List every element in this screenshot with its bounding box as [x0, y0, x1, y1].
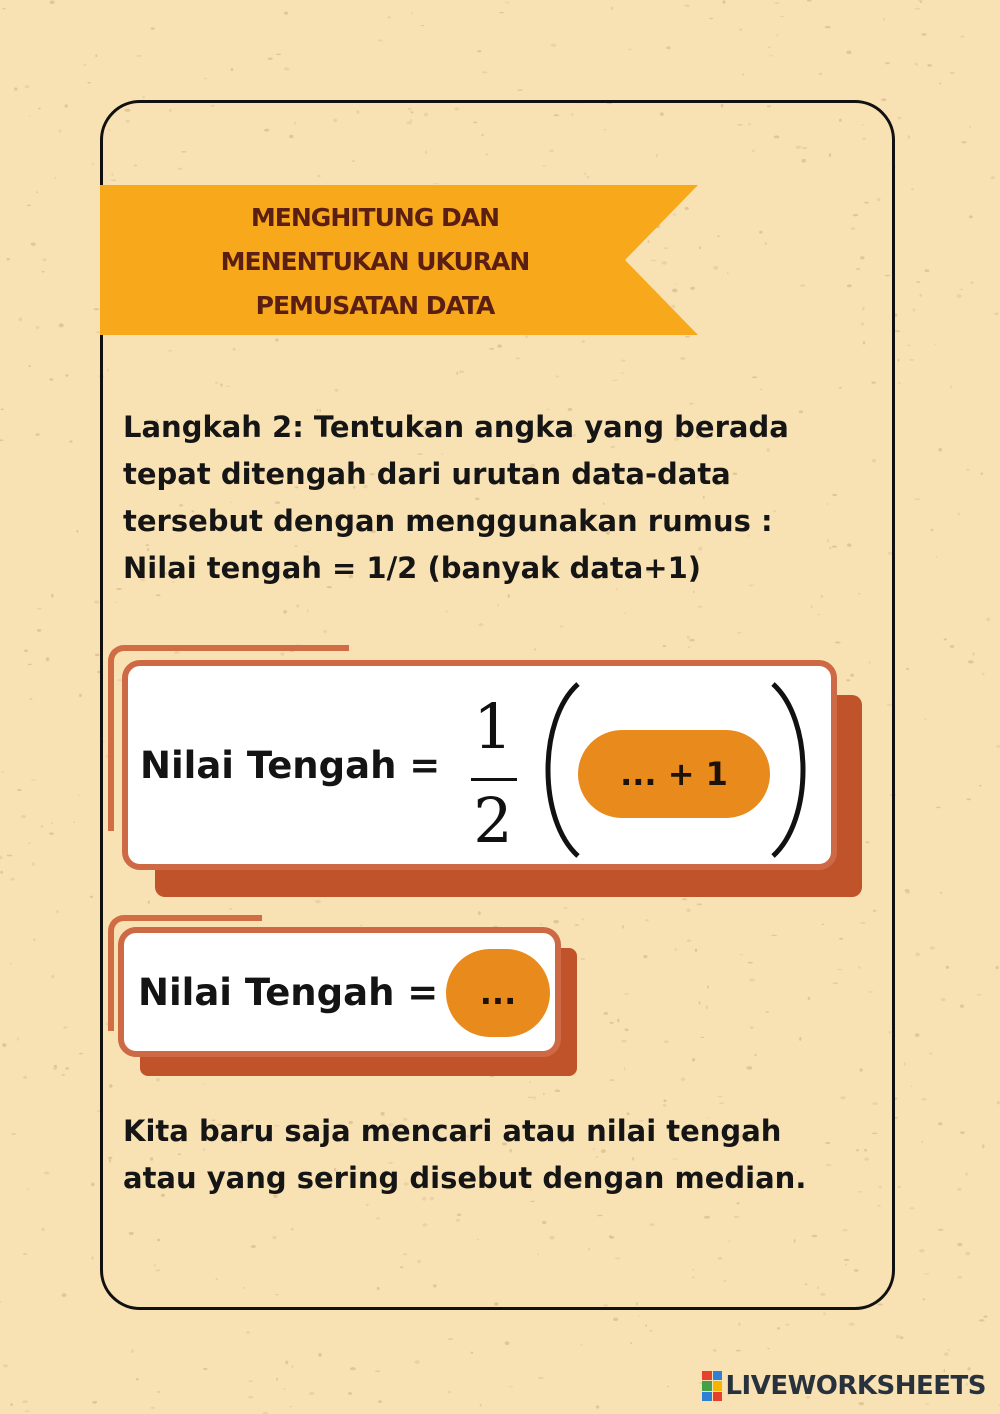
speckle-dot: [285, 1361, 288, 1365]
speckle-dot: [41, 1228, 44, 1232]
speckle-dot: [904, 1062, 906, 1066]
speckle-dot: [905, 891, 910, 894]
speckle-dot: [996, 966, 999, 970]
speckle-dot: [203, 1368, 207, 1370]
speckle-dot: [906, 668, 909, 670]
speckle-dot: [967, 1367, 970, 1370]
speckle-dot: [956, 294, 961, 298]
speckle-dot: [596, 1405, 599, 1408]
speckle-dot: [309, 1392, 315, 1395]
answer-input-blank-plus-one[interactable]: ... + 1: [578, 730, 770, 818]
speckle-dot: [22, 1400, 28, 1403]
speckle-dot: [17, 789, 22, 791]
speckle-dot: [950, 645, 954, 648]
speckle-dot: [938, 1229, 944, 1231]
speckle-dot: [940, 892, 942, 894]
speckle-dot: [91, 1256, 94, 1260]
speckle-dot: [49, 378, 53, 381]
speckle-dot: [24, 649, 28, 652]
speckle-dot: [849, 1323, 855, 1326]
conclusion-line-2: atau yang sering disebut dengan median.: [123, 1161, 807, 1195]
speckle-dot: [83, 64, 86, 66]
conclusion-text: [123, 1108, 863, 1202]
speckle-dot: [95, 54, 97, 57]
speckle-dot: [78, 795, 80, 796]
speckle-dot: [785, 1324, 790, 1326]
speckle-dot: [950, 385, 952, 388]
speckle-dot: [898, 1186, 901, 1188]
page-title: [150, 196, 600, 328]
instruction-line-3: tersebut dengan menggunakan rumus :: [123, 504, 773, 538]
speckle-dot: [505, 2, 510, 3]
speckle-dot: [37, 608, 41, 609]
speckle-dot: [388, 16, 391, 18]
instruction-text: [123, 404, 853, 592]
speckle-dot: [62, 1074, 65, 1076]
speckle-dot: [51, 822, 54, 824]
speckle-dot: [667, 1386, 669, 1387]
speckle-dot: [44, 1172, 50, 1175]
speckle-dot: [0, 439, 4, 441]
speckle-dot: [807, 0, 812, 2]
speckle-dot: [46, 657, 50, 661]
speckle-dot: [936, 807, 940, 809]
speckle-dot: [0, 409, 4, 411]
speckle-dot: [638, 1315, 640, 1316]
speckle-dot: [769, 55, 773, 56]
speckle-dot: [768, 46, 770, 48]
formula-label: Nilai Tengah =: [140, 744, 441, 787]
speckle-dot: [983, 1315, 987, 1317]
fraction-bar: [471, 778, 517, 781]
speckle-dot: [883, 18, 885, 21]
speckle-dot: [915, 63, 918, 66]
speckle-dot: [823, 1312, 825, 1315]
speckle-dot: [736, 1350, 741, 1352]
speckle-dot: [69, 440, 72, 442]
speckle-dot: [941, 998, 946, 1001]
speckle-dot: [991, 176, 996, 179]
speckle-dot: [979, 1319, 985, 1321]
speckle-dot: [580, 1344, 583, 1345]
instruction-line-1: Langkah 2: Tentukan angka yang berada: [123, 410, 789, 444]
speckle-dot: [877, 1304, 883, 1306]
speckle-dot: [62, 1293, 67, 1297]
speckle-dot: [649, 1330, 653, 1331]
speckle-dot: [23, 1253, 27, 1254]
speckle-dot: [246, 1331, 250, 1334]
result-box: [118, 927, 561, 1057]
speckle-dot: [969, 126, 971, 128]
speckle-dot: [204, 78, 207, 79]
speckle-dot: [610, 7, 613, 10]
speckle-dot: [58, 130, 61, 133]
speckle-dot: [415, 1360, 420, 1364]
speckle-dot: [50, 1, 55, 5]
speckle-dot: [927, 64, 932, 67]
speckle-dot: [924, 718, 926, 720]
speckle-dot: [994, 312, 998, 315]
right-parenthesis-icon: [763, 680, 813, 860]
speckle-dot: [919, 294, 922, 297]
speckle-dot: [92, 162, 94, 165]
speckle-dot: [551, 44, 557, 47]
speckle-dot: [411, 12, 413, 15]
speckle-dot: [924, 269, 929, 272]
speckle-dot: [918, 0, 923, 2]
speckle-dot: [268, 58, 273, 60]
speckle-dot: [59, 323, 64, 327]
speckle-dot: [276, 1378, 278, 1381]
speckle-dot: [965, 1252, 970, 1256]
speckle-dot: [231, 68, 234, 71]
speckle-dot: [981, 472, 983, 475]
speckle-dot: [969, 215, 973, 218]
speckle-dot: [350, 1367, 356, 1370]
liveworksheets-logo-icon: [702, 1371, 722, 1401]
title-line-2: MENENTUKAN UKURAN: [220, 247, 530, 276]
speckle-dot: [378, 1400, 382, 1403]
speckle-dot: [742, 73, 744, 75]
speckle-dot: [10, 962, 12, 964]
speckle-dot: [90, 896, 93, 898]
speckle-dot: [900, 1336, 904, 1339]
speckle-dot: [31, 243, 36, 246]
speckle-dot: [996, 745, 1000, 748]
speckle-dot: [977, 994, 982, 996]
speckle-dot: [131, 1349, 134, 1353]
speckle-dot: [7, 258, 10, 261]
speckle-dot: [56, 910, 58, 914]
speckle-dot: [14, 87, 17, 90]
speckle-dot: [777, 34, 779, 37]
speckle-dot: [885, 62, 889, 64]
speckle-dot: [51, 594, 54, 598]
speckle-dot: [982, 673, 985, 676]
speckle-dot: [65, 1067, 69, 1070]
speckle-dot: [968, 660, 974, 663]
instruction-line-2: tepat ditengah dari urutan data-data: [123, 457, 731, 491]
speckle-dot: [136, 55, 142, 57]
speckle-dot: [21, 815, 26, 818]
speckle-dot: [29, 698, 32, 700]
speckle-dot: [505, 1341, 510, 1345]
speckle-dot: [32, 862, 35, 865]
speckle-dot: [0, 871, 3, 874]
speckle-dot: [909, 359, 914, 361]
speckle-dot: [448, 1391, 451, 1393]
speckle-dot: [960, 1131, 965, 1134]
title-line-1: MENGHITUNG DAN: [250, 203, 500, 232]
brand-name: LIVEWORKSHEETS: [725, 1371, 986, 1401]
speckle-dot: [767, 1348, 769, 1350]
speckle-dot: [290, 1406, 292, 1407]
speckle-dot: [925, 1403, 929, 1404]
speckle-dot: [87, 82, 91, 84]
speckle-dot: [284, 67, 289, 70]
speckle-dot: [0, 856, 3, 860]
speckle-dot: [480, 1404, 482, 1406]
speckle-dot: [27, 205, 31, 207]
speckle-dot: [921, 33, 926, 36]
speckle-dot: [921, 1140, 923, 1143]
speckle-dot: [915, 498, 921, 500]
speckle-dot: [38, 108, 40, 110]
title-line-3: PEMUSATAN DATA: [255, 291, 495, 320]
speckle-dot: [613, 1318, 618, 1322]
speckle-dot: [79, 694, 82, 698]
speckle-dot: [421, 25, 424, 26]
speckle-dot: [939, 83, 942, 85]
speckle-dot: [11, 1133, 17, 1135]
speckle-dot: [292, 1365, 294, 1368]
speckle-dot: [31, 779, 37, 780]
speckle-dot: [27, 1188, 29, 1190]
speckle-dot: [960, 1004, 964, 1007]
speckle-dot: [913, 308, 915, 312]
speckle-dot: [509, 1386, 513, 1387]
speckle-dot: [897, 117, 901, 120]
speckle-dot: [898, 382, 900, 385]
speckle-dot: [628, 49, 631, 51]
speckle-dot: [73, 822, 75, 823]
speckle-dot: [29, 115, 31, 116]
speckle-dot: [898, 359, 900, 362]
speckle-dot: [846, 51, 851, 55]
speckle-dot: [150, 1407, 155, 1409]
speckle-dot: [666, 46, 670, 49]
speckle-dot: [895, 330, 900, 332]
speckle-dot: [284, 12, 288, 15]
speckle-dot: [375, 1371, 380, 1372]
speckle-dot: [859, 1402, 865, 1405]
speckle-dot: [94, 601, 100, 604]
speckle-dot: [929, 1053, 933, 1055]
speckle-dot: [25, 1410, 30, 1412]
speckle-dot: [348, 1392, 352, 1395]
speckle-dot: [630, 1342, 632, 1344]
speckle-dot: [28, 664, 32, 666]
speckle-dot: [2, 8, 5, 9]
answer-input-blank[interactable]: ...: [446, 949, 550, 1037]
speckle-dot: [477, 50, 481, 52]
speckle-dot: [938, 448, 942, 452]
speckle-dot: [276, 54, 281, 56]
speckle-dot: [910, 1207, 915, 1209]
speckle-dot: [924, 1273, 930, 1274]
speckle-dot: [966, 469, 970, 471]
speckle-dot: [979, 785, 982, 786]
speckle-dot: [910, 1086, 912, 1088]
speckle-dot: [10, 878, 14, 881]
speckle-dot: [923, 1298, 926, 1300]
speckle-dot: [51, 975, 54, 978]
speckle-dot: [966, 798, 971, 800]
speckle-dot: [944, 1352, 948, 1356]
speckle-dot: [881, 98, 886, 101]
speckle-dot: [54, 177, 56, 179]
speckle-dot: [499, 12, 504, 13]
speckle-dot: [17, 1037, 19, 1041]
speckle-dot: [684, 4, 689, 7]
speckle-dot: [936, 556, 938, 557]
speckle-dot: [79, 1053, 83, 1055]
speckle-dot: [36, 191, 38, 193]
speckle-dot: [248, 1380, 253, 1382]
speckle-dot: [76, 530, 78, 533]
speckle-dot: [946, 966, 949, 969]
speckle-dot: [91, 1183, 94, 1187]
speckle-dot: [957, 1243, 962, 1246]
speckle-dot: [36, 326, 40, 329]
speckle-dot: [931, 529, 934, 531]
speckle-dot: [982, 1144, 984, 1148]
speckle-dot: [7, 855, 13, 857]
speckle-dot: [950, 72, 955, 73]
speckle-dot: [972, 652, 975, 656]
speckle-dot: [896, 1335, 900, 1339]
speckle-dot: [25, 85, 29, 88]
speckle-dot: [53, 1067, 57, 1071]
speckle-dot: [961, 141, 966, 143]
speckle-dot: [1, 771, 5, 773]
speckle-dot: [713, 1349, 717, 1352]
speckle-dot: [65, 104, 68, 107]
speckle-dot: [957, 1276, 962, 1279]
speckle-dot: [0, 1301, 2, 1303]
speckle-dot: [935, 344, 937, 346]
speckle-dot: [915, 1033, 919, 1037]
speckle-dot: [2, 1043, 6, 1047]
speckle-dot: [471, 1352, 474, 1354]
formula-box: [122, 660, 837, 870]
speckle-dot: [65, 374, 68, 376]
speckle-dot: [739, 28, 742, 31]
speckle-dot: [777, 1327, 780, 1329]
speckle-dot: [723, 0, 726, 3]
speckle-dot: [482, 71, 487, 73]
speckle-dot: [95, 654, 100, 657]
speckle-dot: [916, 281, 920, 283]
speckle-dot: [157, 1391, 161, 1392]
speckle-dot: [94, 308, 100, 310]
speckle-dot: [780, 16, 785, 17]
speckle-dot: [37, 629, 42, 632]
speckle-dot: [915, 953, 920, 957]
speckle-dot: [774, 2, 780, 3]
speckle-dot: [645, 1324, 647, 1326]
speckle-dot: [136, 1378, 139, 1381]
result-label: Nilai Tengah =: [138, 971, 439, 1014]
speckle-dot: [960, 35, 964, 37]
speckle-dot: [517, 89, 522, 90]
speckle-dot: [922, 1098, 927, 1100]
speckle-dot: [819, 73, 823, 76]
speckle-dot: [938, 1122, 942, 1125]
speckle-dot: [957, 1188, 962, 1191]
speckle-dot: [738, 1322, 741, 1326]
speckle-dot: [23, 1076, 27, 1079]
speckle-dot: [151, 27, 155, 30]
speckle-dot: [63, 1026, 67, 1028]
speckle-dot: [142, 96, 144, 99]
speckle-dot: [538, 1377, 544, 1379]
speckle-dot: [248, 1396, 254, 1399]
instruction-line-4: Nilai tengah = 1/2 (banyak data+1): [123, 551, 702, 585]
speckle-dot: [930, 946, 935, 950]
fraction-denominator: 2: [473, 784, 513, 857]
speckle-dot: [3, 1364, 8, 1367]
speckle-dot: [36, 433, 40, 436]
speckle-dot: [448, 1338, 453, 1339]
fraction-numerator: 1: [473, 690, 513, 763]
speckle-dot: [970, 281, 973, 284]
speckle-dot: [709, 18, 713, 19]
speckle-dot: [911, 189, 914, 190]
speckle-dot: [907, 345, 911, 346]
speckle-dot: [92, 1401, 97, 1404]
speckle-dot: [825, 26, 831, 28]
speckle-dot: [19, 317, 23, 321]
speckle-dot: [986, 618, 990, 622]
speckle-dot: [915, 8, 921, 10]
speckle-dot: [34, 939, 36, 941]
speckle-dot: [41, 825, 44, 828]
speckle-dot: [958, 513, 960, 516]
speckle-dot: [965, 1172, 968, 1175]
speckle-dot: [49, 832, 54, 834]
speckle-dot: [908, 135, 911, 139]
speckle-dot: [28, 842, 31, 844]
speckle-dot: [959, 289, 963, 290]
speckle-dot: [283, 1388, 285, 1390]
speckle-dot: [42, 271, 45, 273]
speckle-dot: [378, 39, 382, 41]
speckle-dot: [948, 1349, 950, 1350]
liveworksheets-brand: [702, 1371, 986, 1401]
conclusion-line-1: Kita baru saja mencari atau nilai tengah: [123, 1114, 782, 1148]
speckle-dot: [944, 638, 947, 640]
speckle-dot: [10, 1403, 13, 1406]
speckle-dot: [318, 1353, 322, 1357]
speckle-dot: [919, 1249, 925, 1253]
speckle-dot: [29, 365, 32, 367]
speckle-dot: [43, 258, 47, 261]
